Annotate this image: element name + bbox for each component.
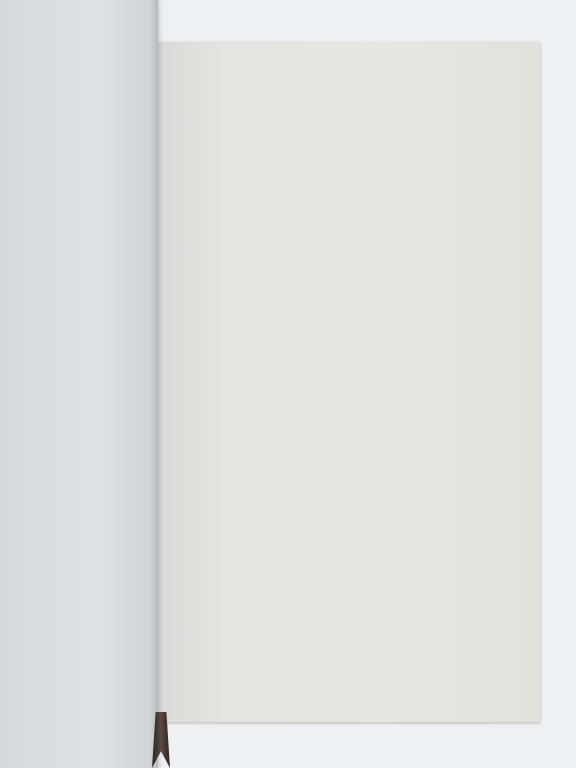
left-page bbox=[0, 0, 158, 768]
page-edge-shadow bbox=[150, 0, 158, 768]
right-page bbox=[148, 42, 540, 722]
